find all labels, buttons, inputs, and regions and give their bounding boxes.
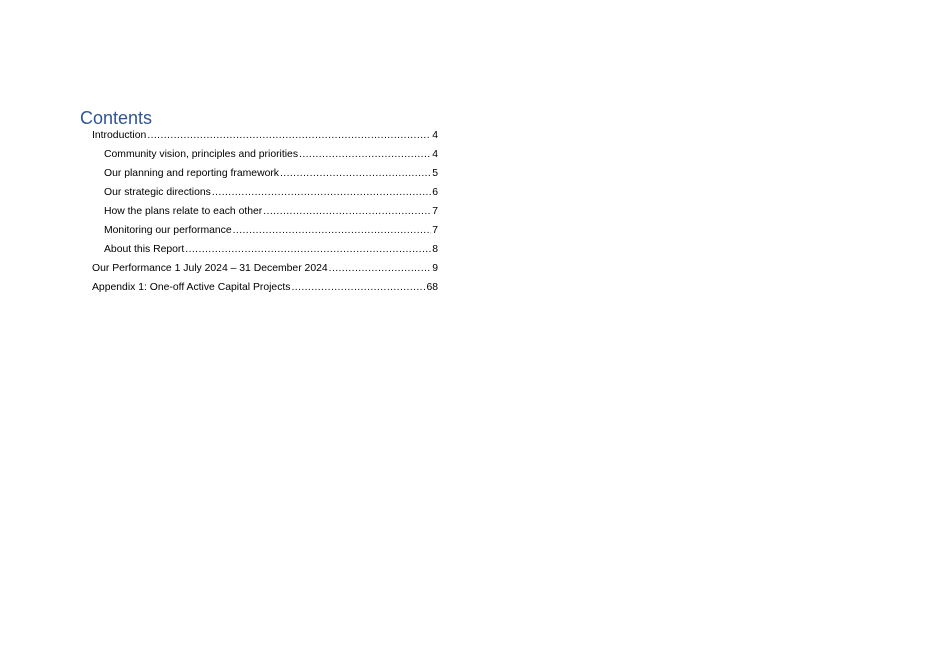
toc-entry-title: Our strategic directions xyxy=(104,187,211,198)
dot-leader xyxy=(299,145,431,164)
toc-entry-planning-framework[interactable] xyxy=(104,164,438,183)
toc-entry-appendix-1[interactable] xyxy=(92,278,438,297)
dot-leader xyxy=(147,126,431,145)
toc-entry-page: 4 xyxy=(432,149,438,160)
toc-entry-page: 8 xyxy=(432,244,438,255)
toc-entry-title: About this Report xyxy=(104,244,185,255)
toc-entry-title: Appendix 1: One-off Active Capital Projects xyxy=(92,282,291,293)
toc-entry-monitoring-performance[interactable] xyxy=(104,221,438,240)
toc-entry-page: 9 xyxy=(432,263,438,274)
toc-entry-page: 4 xyxy=(432,130,438,141)
dot-leader xyxy=(185,240,431,259)
toc-entry-title: Community vision, principles and priorities xyxy=(104,149,299,160)
toc-entry-title: Our Performance 1 July 2024 – 31 December 2024 xyxy=(92,263,328,274)
dot-leader xyxy=(212,183,431,202)
toc-entry-title: Monitoring our performance xyxy=(104,225,232,236)
toc-entry-page: 6 xyxy=(432,187,438,198)
contents-heading: Contents xyxy=(80,108,153,128)
dot-leader xyxy=(329,259,432,278)
toc-entry-our-performance[interactable] xyxy=(92,259,438,278)
dot-leader xyxy=(292,278,426,297)
toc-entry-title: Our planning and reporting framework xyxy=(104,168,280,179)
toc-entry-page: 68 xyxy=(426,282,438,293)
toc-entry-title: How the plans relate to each other xyxy=(104,206,263,217)
dot-leader xyxy=(263,202,431,221)
toc-entry-about-report[interactable] xyxy=(104,240,438,259)
toc-entry-strategic-directions[interactable] xyxy=(104,183,438,202)
dot-leader xyxy=(233,221,432,240)
dot-leader xyxy=(280,164,431,183)
toc-entry-title: Introduction xyxy=(92,130,147,141)
toc-entry-introduction[interactable] xyxy=(92,126,438,145)
toc-entry-page: 5 xyxy=(432,168,438,179)
toc-entry-plans-relate[interactable] xyxy=(104,202,438,221)
toc-entry-page: 7 xyxy=(432,225,438,236)
toc-entry-page: 7 xyxy=(432,206,438,217)
toc-entry-community-vision[interactable] xyxy=(104,145,438,164)
